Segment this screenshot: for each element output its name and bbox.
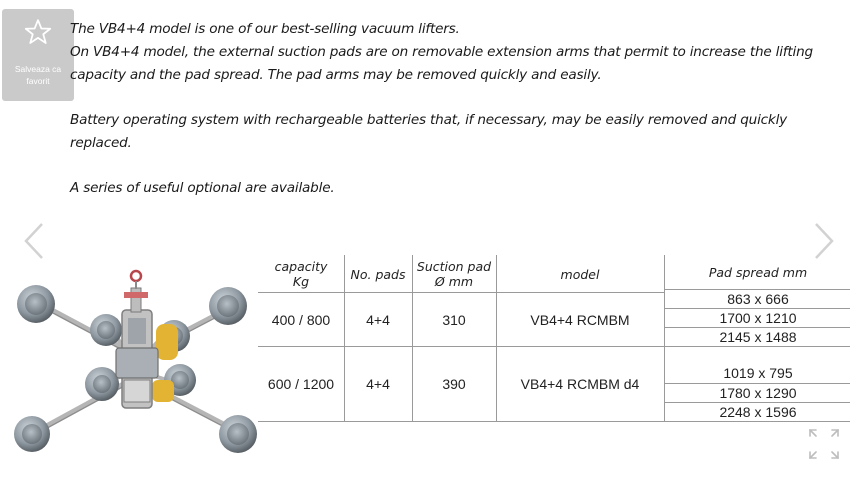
chevron-left-icon[interactable] [22,222,46,260]
row1-spread-2: 1700 x 1210 [719,310,797,326]
row2-spread-3: 2248 x 1596 [719,404,797,420]
row1-pads: 4+4 [366,311,390,328]
vacuum-lifter-image [8,262,266,460]
spec-table [258,255,850,423]
header-model: model [560,266,600,282]
save-favorite-button[interactable] [2,9,74,101]
description-paragraph-1: The VB4+4 model is one of our best-selling vacuum lifters. On VB4+4 model, the external suction pads are on removable extension arms that permit to increase the lifting capacity and the pad spread. The pad arms may be removed quickly and easily. [70,21,813,83]
expand-icon[interactable] [806,426,842,462]
header-capacity: capacity Kg [274,259,328,289]
row2-capacity: 600 / 1200 [267,376,335,392]
row1-model: VB4+4 RCMBM [530,311,630,328]
row2-spread-1: 1019 x 795 [723,365,793,381]
header-pads: No. pads [350,266,406,282]
favorite-label: Salveaza ca favorit [14,64,62,86]
row2-model: VB4+4 RCMBM d4 [520,376,640,392]
header-suction-pad: Suction pad Ø mm [416,259,492,289]
description-paragraph-2: Battery operating system with rechargeable batteries that, if necessary, may be easily removed and quickly replaced. [70,112,788,151]
row1-suction: 310 [442,311,466,328]
row2-pads: 4+4 [366,376,390,392]
row1-spread-1: 863 x 666 [727,291,789,307]
header-pad-spread: Pad spread mm [708,265,808,280]
row1-capacity: 400 / 800 [271,311,331,328]
description-paragraph-3: A series of useful optional are available. [70,180,335,196]
row2-suction: 390 [442,376,466,392]
product-description [70,18,830,200]
row2-spread-2: 1780 x 1290 [719,385,797,401]
row1-spread-3: 2145 x 1488 [719,329,797,345]
star-outline-icon [23,17,53,47]
